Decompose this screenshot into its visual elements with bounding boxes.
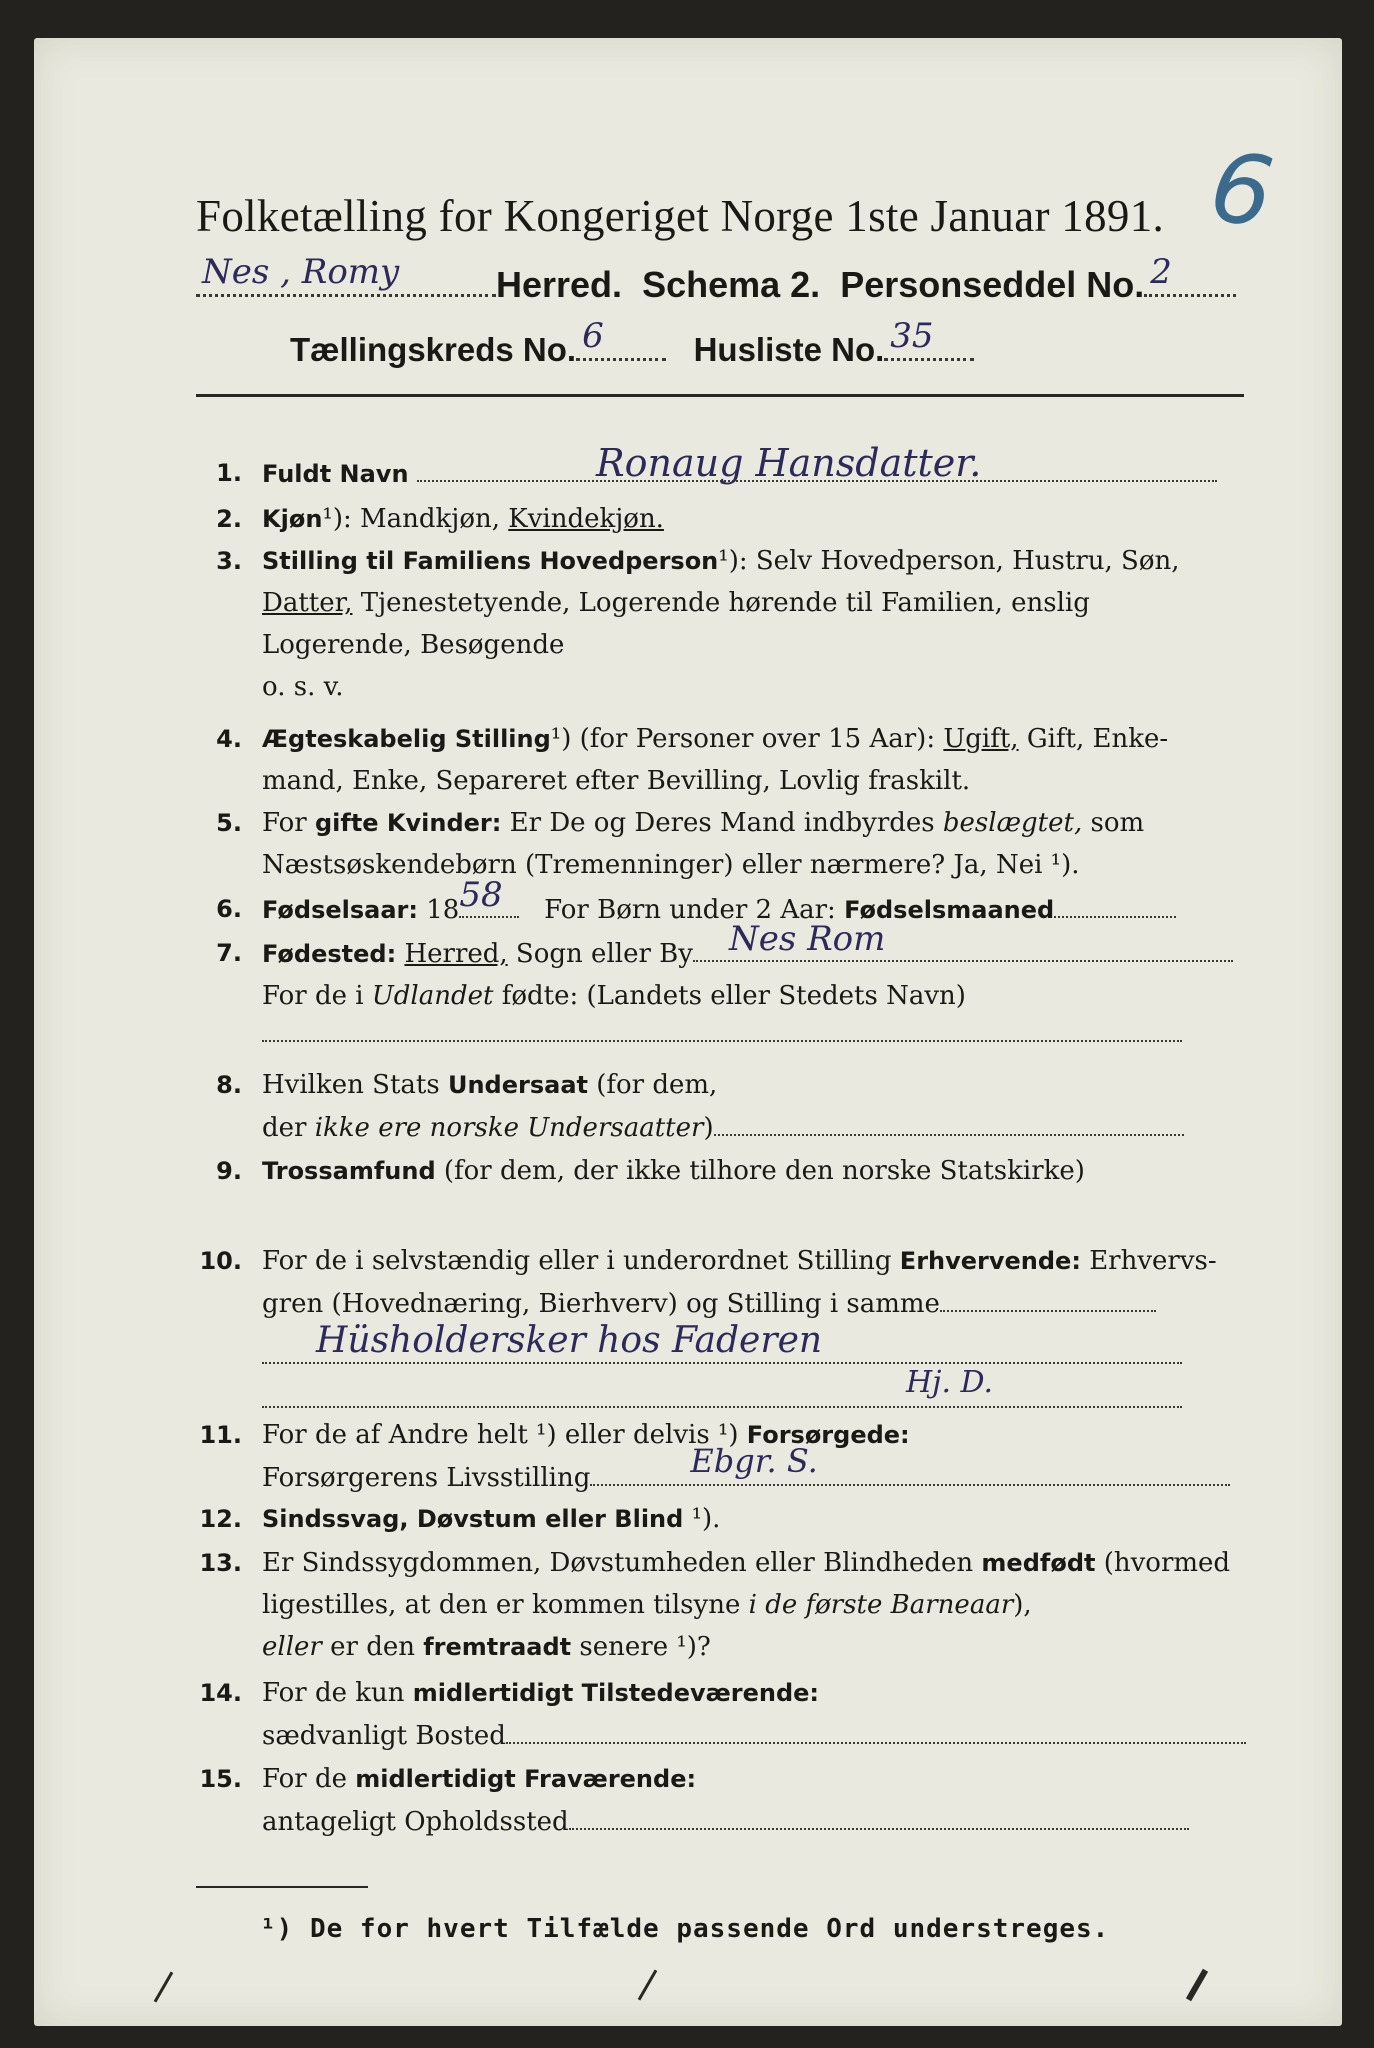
occupation-line-2 xyxy=(262,1404,1182,1408)
sex-options: ¹): Mandkjøn, xyxy=(322,504,509,534)
item-10-number: 10. xyxy=(199,1247,242,1275)
birth-year-label: Fødselsaar: xyxy=(262,896,418,924)
herred-line xyxy=(196,252,1236,305)
schema-label: Schema 2. xyxy=(642,264,821,305)
item-6-number: 6. xyxy=(216,895,242,923)
citizenship-prefix: Hvilken Stats xyxy=(262,1070,448,1100)
married-women-prefix: For xyxy=(262,808,315,838)
item-4-number: 4. xyxy=(216,725,242,753)
citizenship-note-2: der xyxy=(262,1113,315,1143)
congenital-question-3-end: senere ¹)? xyxy=(571,1632,711,1662)
temp-absent-prefix: For de xyxy=(262,1764,356,1794)
herred-handwritten: Nes , Romy xyxy=(202,252,400,292)
appeared-word: fremtraadt xyxy=(423,1633,572,1661)
religion-note: (for dem, der ikke tilhore den norske Statskirke) xyxy=(435,1156,1085,1186)
form-title: Folketælling for Kongeriget Norge 1ste Januar 1891. xyxy=(196,191,1165,241)
temp-present-prefix: For de kun xyxy=(262,1678,413,1708)
birth-year-handwritten: 58 xyxy=(459,875,503,915)
marital-status-age-note: ¹) (for Personer over 15 Aar): xyxy=(550,724,944,754)
marital-status-options-1: Gift, Enke- xyxy=(1018,724,1169,754)
congenital-question-2-end: ), xyxy=(1013,1590,1032,1620)
sex-selected-female: Kvindekjøn. xyxy=(508,504,664,534)
citizenship-note-italic: ikke ere norske Undersaatter xyxy=(314,1113,704,1143)
family-position-osv: o. s. v. xyxy=(262,672,344,702)
family-position-label: Stilling til Familiens Hovedperson xyxy=(262,547,719,575)
temp-present-label: midlertidigt Tilstedeværende: xyxy=(412,1679,820,1707)
item-1 xyxy=(196,441,1248,496)
item-13-number: 13. xyxy=(199,1549,242,1577)
married-women-question: Er De og Deres Mand indbyrdes xyxy=(501,808,943,838)
corner-mark-center xyxy=(638,1970,658,2001)
supported-prefix: For de af Andre helt ¹) eller delvis ¹) xyxy=(262,1420,747,1450)
margin-number: 6 xyxy=(1203,130,1280,250)
footnote-rule xyxy=(196,1886,368,1888)
provider-occupation-label: Forsørgerens Livsstilling xyxy=(262,1463,591,1493)
congenital-question-2: ligestilles, at den er kommen tilsyne xyxy=(262,1590,749,1620)
birthplace-options: Sogn eller By xyxy=(507,939,693,969)
sex-label: Kjøn xyxy=(262,505,323,533)
congenital-question-1: Er Sindssygdommen, Døvstumheden eller Blindheden xyxy=(262,1548,982,1578)
occupation-handwritten: Hüsholdersker hos Faderen xyxy=(316,1320,823,1361)
abroad-prefix: For de i xyxy=(262,981,372,1011)
item-5-number: 5. xyxy=(216,809,242,837)
item-11-number: 11. xyxy=(199,1421,242,1449)
corner-mark-left xyxy=(154,1972,174,2003)
header-rule xyxy=(196,394,1244,397)
congenital-word: medfødt xyxy=(981,1549,1096,1577)
occupation-prefix: For de i selvstændig eller i underordnet Stilling xyxy=(262,1246,900,1276)
kreds-label: Tællingskreds No. xyxy=(290,331,577,368)
item-9-number: 9. xyxy=(216,1157,242,1185)
full-name-label: Fuldt Navn xyxy=(262,460,409,488)
supported-label: Forsørgede: xyxy=(746,1421,910,1449)
citizenship-note-close: ) xyxy=(703,1113,714,1143)
personseddel-handwritten: 2 xyxy=(1150,252,1172,292)
married-women-suffix: som xyxy=(1082,808,1145,838)
birthplace-abroad-line xyxy=(262,1038,1182,1042)
birth-year-prefix: 18 xyxy=(418,895,460,925)
citizenship-label: Undersaat xyxy=(447,1071,588,1099)
religion-label: Trossamfund xyxy=(262,1157,436,1185)
family-position-options-3: Logerende, Besøgende xyxy=(262,630,565,660)
kreds-line xyxy=(290,316,974,368)
occupation-annotation: Hj. D. xyxy=(906,1365,994,1400)
or-word: eller xyxy=(262,1632,322,1662)
related-word: beslægtet, xyxy=(942,808,1083,838)
birthplace-handwritten: Nes Rom xyxy=(728,919,886,959)
disability-footnote-ref: ¹). xyxy=(683,1504,721,1534)
birthplace-selected-herred: Herred, xyxy=(404,939,508,969)
married-women-question-2: Næstsøskendebørn (Tremenninger) eller nærmere? Ja, Nei ¹). xyxy=(262,850,1080,880)
citizenship-note-1: (for dem, xyxy=(587,1070,718,1100)
footnote: ¹) De for hvert Tilfælde passende Ord understreges. xyxy=(260,1914,1110,1944)
family-position-options-1: ¹): Selv Hovedperson, Hustru, Søn, xyxy=(718,546,1180,576)
occupation-note: gren (Hovednæring, Bierhverv) og Stilling i samme xyxy=(262,1289,940,1319)
married-women-label: gifte Kvinder: xyxy=(314,809,502,837)
family-position-options-2: Tjenestetyende, Logerende hørende til Familien, enslig xyxy=(352,588,1090,618)
birthplace-label: Fødested: xyxy=(262,940,397,968)
occupation-suffix: Erhvervs- xyxy=(1080,1246,1217,1276)
item-2-number: 2. xyxy=(216,505,242,533)
item-8-number: 8. xyxy=(216,1071,242,1099)
childhood-years: i de første Barneaar xyxy=(748,1590,1014,1620)
under-2-label: For Børn under 2 Aar: xyxy=(544,895,845,925)
item-7-number: 7. xyxy=(216,939,242,967)
corner-mark-right xyxy=(1186,1969,1208,2001)
item-14-number: 14. xyxy=(199,1679,242,1707)
item-12-number: 12. xyxy=(199,1505,242,1533)
marital-status-options-2: mand, Enke, Separeret efter Bevilling, Lovlig fraskilt. xyxy=(262,766,971,796)
provider-occupation-handwritten: Ebgr. S. xyxy=(690,1442,818,1480)
census-form-page xyxy=(34,38,1342,2026)
occupation-label: Erhvervende: xyxy=(899,1247,1081,1275)
congenital-question-3: er den xyxy=(321,1632,424,1662)
family-position-selected-datter: Datter, xyxy=(262,588,353,618)
abroad-word: Udlandet xyxy=(371,981,494,1011)
probable-whereabouts-label: antageligt Opholdssted xyxy=(262,1807,569,1837)
item-3-number: 3. xyxy=(216,547,242,575)
disability-label: Sindssvag, Døvstum eller Blind xyxy=(262,1505,684,1533)
temp-absent-label: midlertidigt Fraværende: xyxy=(355,1765,697,1793)
abroad-note: fødte: (Landets eller Stedets Navn) xyxy=(493,981,966,1011)
kreds-handwritten: 6 xyxy=(582,316,604,356)
birth-month-label: Fødselsmaaned xyxy=(844,896,1055,924)
husliste-handwritten: 35 xyxy=(890,316,934,356)
item-1-number: 1. xyxy=(216,459,242,487)
full-name-handwritten: Ronaug Hansdatter. xyxy=(596,441,982,485)
marital-status-label: Ægteskabelig Stilling xyxy=(262,725,551,753)
husliste-label: Husliste No. xyxy=(693,331,885,368)
marital-status-selected-ugift: Ugift, xyxy=(943,724,1019,754)
usual-residence-label: sædvanligt Bosted xyxy=(262,1721,506,1751)
congenital-question-1-end: (hvormed xyxy=(1095,1548,1231,1578)
item-15-number: 15. xyxy=(199,1765,242,1793)
herred-label: Herred. xyxy=(496,264,623,305)
personseddel-label: Personseddel No. xyxy=(840,264,1145,305)
